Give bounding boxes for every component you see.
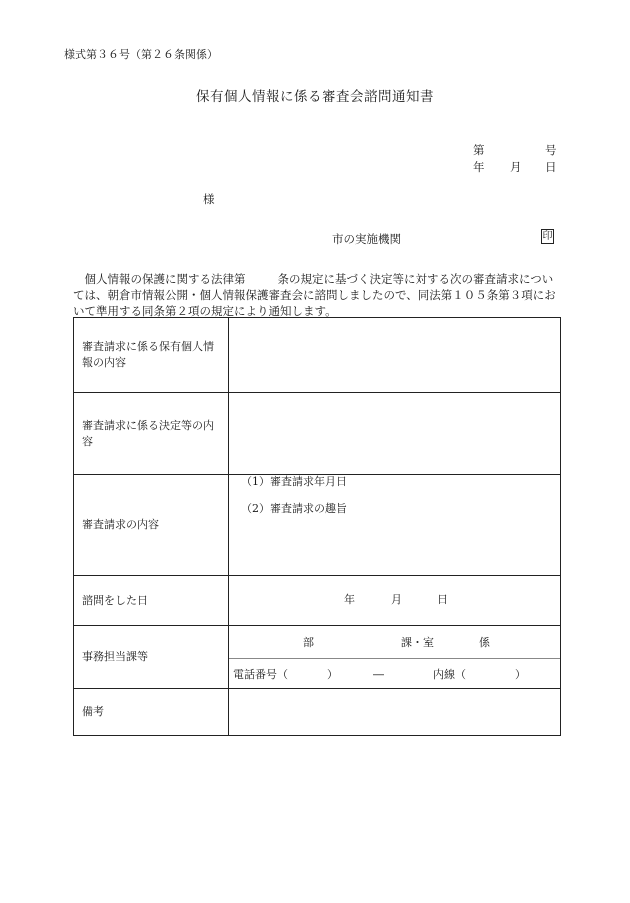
- value-remarks[interactable]: [229, 689, 560, 735]
- body-line-2: ては、朝倉市情報公開・個人情報保護審査会に諮問しましたので、同法第１０５条第３項にお: [73, 288, 556, 302]
- sender-name: 市の実施機関: [332, 232, 401, 246]
- office-kakari-label: 係: [479, 636, 490, 649]
- body-line-3: いて準用する同条第２項の規定により通知します。: [73, 304, 337, 318]
- body-line-1b: 条の規定に基づく決定等に対する次の審査請求につい: [277, 272, 554, 286]
- extension-label: 内線（: [433, 668, 466, 681]
- table-row-consult-date: [74, 576, 560, 626]
- table-row-remarks: [74, 689, 560, 735]
- label-remarks: 備考: [74, 689, 229, 735]
- office-ka-label: 課・室: [401, 636, 434, 649]
- notice-table: [73, 317, 561, 736]
- label-office: 事務担当課等: [74, 626, 229, 688]
- date-year-label: 年: [473, 160, 485, 174]
- consult-day-label: 日: [437, 593, 448, 606]
- document-number-go: 号: [545, 143, 557, 157]
- value-personal-info[interactable]: [229, 318, 560, 392]
- consult-month-label: 月: [391, 593, 402, 606]
- value-decision[interactable]: [229, 393, 560, 474]
- office-divider: [229, 658, 560, 659]
- document-number-dai: 第: [473, 143, 485, 157]
- value-request-content[interactable]: [229, 475, 560, 575]
- value-office[interactable]: [229, 626, 560, 688]
- addressee-suffix: 様: [203, 192, 215, 206]
- phone-close-paren: ）: [327, 668, 338, 681]
- consult-year-label: 年: [344, 593, 355, 606]
- request-date-item: （1）審査請求年月日: [241, 475, 347, 488]
- body-text: [73, 271, 573, 319]
- phone-dash: ―: [373, 668, 384, 681]
- table-row-office: [74, 626, 560, 689]
- table-row-request-content: [74, 475, 560, 576]
- date-month-label: 月: [510, 160, 522, 174]
- label-decision: 審査請求に係る決定等の内容: [74, 393, 229, 474]
- label-request-content: 審査請求の内容: [74, 475, 229, 575]
- value-consult-date[interactable]: [229, 576, 560, 625]
- table-row-personal-info: [74, 318, 560, 393]
- body-line-1: [73, 271, 573, 287]
- request-purpose-item: （2）審査請求の趣旨: [241, 502, 347, 515]
- label-personal-info: 審査請求に係る保有個人情報の内容: [74, 318, 229, 392]
- label-consult-date: 諮問をした日: [74, 576, 229, 625]
- date-day-label: 日: [545, 160, 557, 174]
- extension-close-paren: ）: [515, 668, 526, 681]
- seal-box: 印: [541, 229, 554, 244]
- document-title: 保有個人情報に係る審査会諮問通知書: [196, 89, 434, 105]
- table-row-decision: [74, 393, 560, 475]
- office-bu-label: 部: [303, 636, 314, 649]
- form-number: 様式第３６号（第２６条関係）: [64, 48, 218, 61]
- body-line-1a: 個人情報の保護に関する法律第: [84, 272, 246, 286]
- phone-label: 電話番号（: [233, 668, 288, 681]
